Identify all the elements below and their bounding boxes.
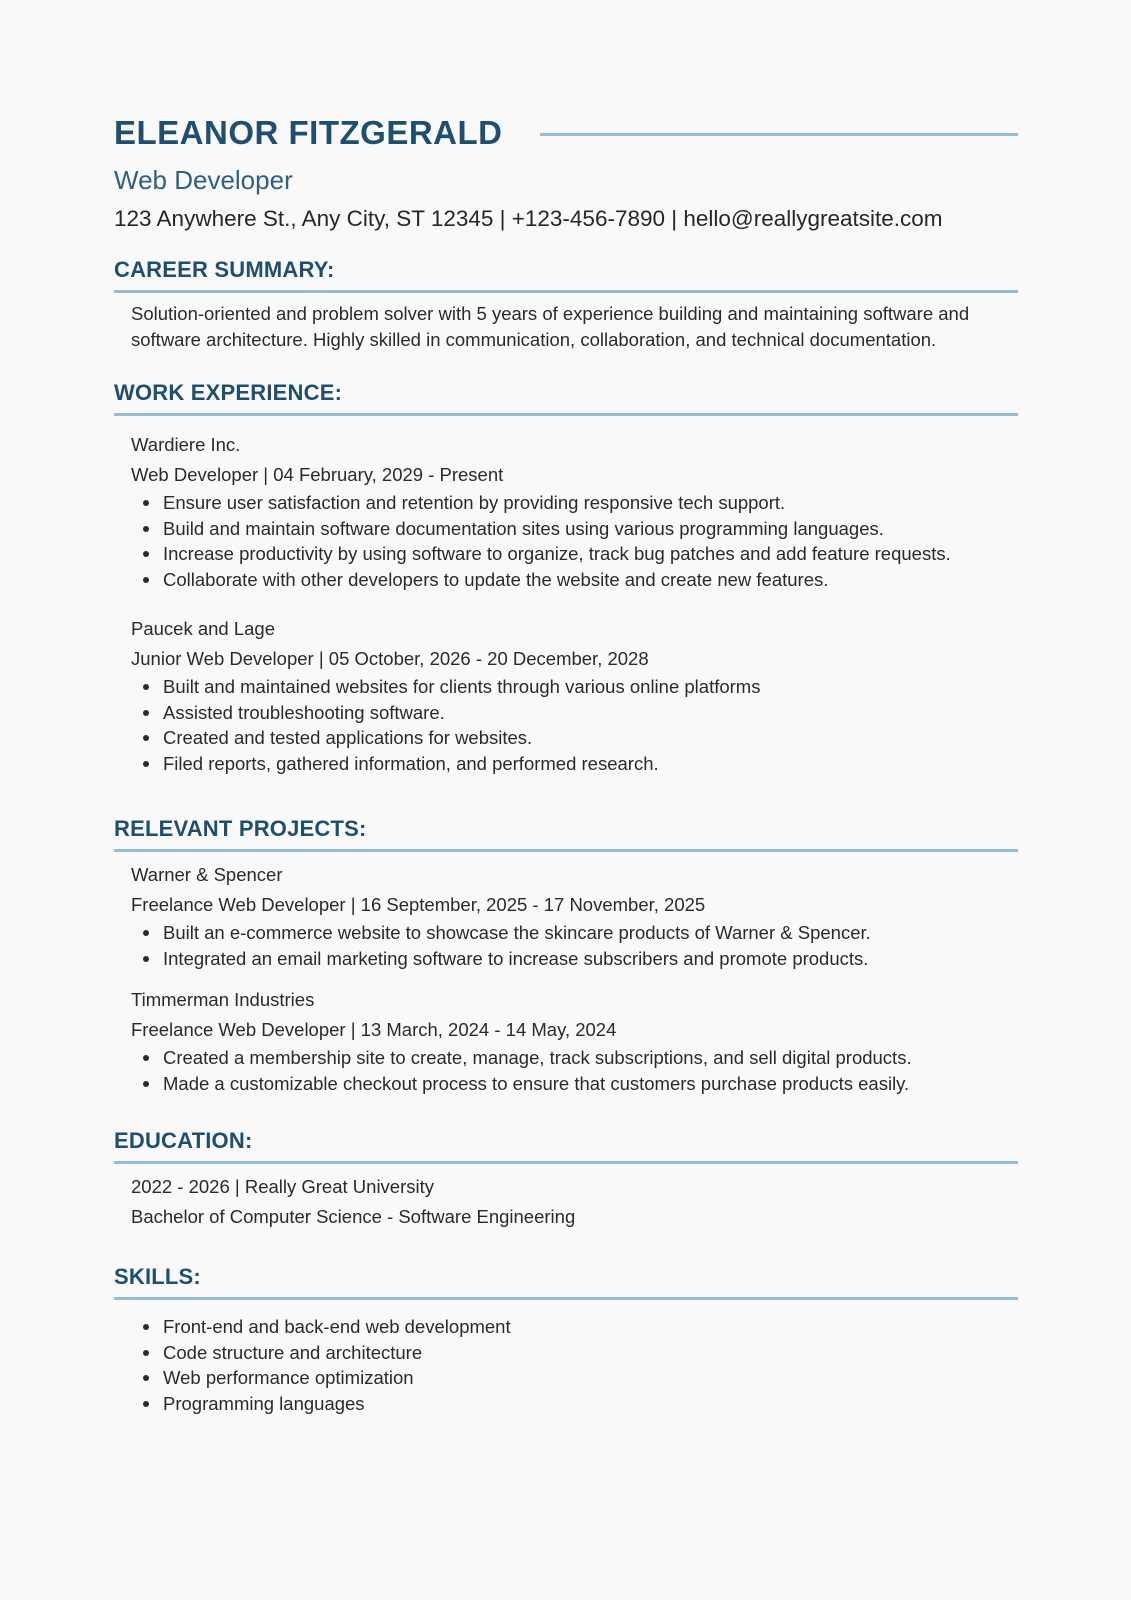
section-divider <box>114 1297 1018 1300</box>
job-entry <box>131 614 1018 776</box>
bullet-item: Collaborate with other developers to update the website and create new features. <box>163 567 1018 593</box>
skill-item: Programming languages <box>163 1391 1018 1417</box>
bullet-item: Made a customizable checkout process to ensure that customers purchase products easily. <box>163 1071 1018 1097</box>
education-section <box>114 1126 1018 1232</box>
project-bullets <box>131 920 1018 971</box>
project-role-dates: Freelance Web Developer | 13 March, 2024 - 14 May, 2024 <box>131 1019 617 1040</box>
resume-page <box>114 108 1018 1416</box>
job-role-dates: Junior Web Developer | 05 October, 2026 - 20 December, 2028 <box>131 648 649 669</box>
bullet-item: Assisted troubleshooting software. <box>163 700 1018 726</box>
bullet-item: Created a membership site to create, manage, track subscriptions, and sell digital products. <box>163 1045 1018 1071</box>
resume-header <box>114 108 1018 158</box>
candidate-title: Web Developer <box>114 165 293 195</box>
job-bullets <box>131 674 1018 776</box>
project-entry <box>131 860 1018 971</box>
project-client: Warner & Spencer <box>131 864 283 885</box>
section-divider <box>114 413 1018 416</box>
projects-section <box>114 814 1018 1096</box>
section-divider <box>114 849 1018 852</box>
education-degree: Bachelor of Computer Science - Software Engineering <box>131 1206 576 1227</box>
bullet-item: Increase productivity by using software to organize, track bug patches and add feature requests. <box>163 541 1018 567</box>
section-heading-skills: SKILLS: <box>114 1264 201 1289</box>
bullet-item: Built an e-commerce website to showcase the skincare products of Warner & Spencer. <box>163 920 1018 946</box>
bullet-item: Built and maintained websites for clients through various online platforms <box>163 674 1018 700</box>
section-divider <box>114 290 1018 293</box>
bullet-item: Integrated an email marketing software to increase subscribers and promote products. <box>163 946 1018 972</box>
bullet-item: Ensure user satisfaction and retention by providing responsive tech support. <box>163 490 1018 516</box>
section-heading-summary: CAREER SUMMARY: <box>114 257 335 282</box>
header-divider <box>540 133 1018 136</box>
job-entry <box>131 430 1018 592</box>
skill-item: Front-end and back-end web development <box>163 1314 1018 1340</box>
skills-section <box>114 1262 1018 1416</box>
job-company: Wardiere Inc. <box>131 434 241 455</box>
skills-list <box>131 1314 1018 1416</box>
project-bullets <box>131 1045 1018 1096</box>
education-dates-school: 2022 - 2026 | Really Great University <box>131 1176 435 1197</box>
summary-section <box>114 255 1018 352</box>
section-divider <box>114 1161 1018 1164</box>
project-entry <box>131 985 1018 1096</box>
contact-line: 123 Anywhere St., Any City, ST 12345 | +123-456-7890 | hello@reallygreatsite.com <box>114 206 943 231</box>
candidate-name: ELEANOR FITZGERALD <box>114 114 503 151</box>
bullet-item: Build and maintain software documentation sites using various programming languages. <box>163 516 1018 542</box>
section-heading-education: EDUCATION: <box>114 1128 253 1153</box>
section-heading-projects: RELEVANT PROJECTS: <box>114 816 367 841</box>
skill-item: Web performance optimization <box>163 1365 1018 1391</box>
summary-text: Solution-oriented and problem solver with 5 years of experience building and maintaining software and software architecture. Highly skilled in communication, collaboration, and technical documentation. <box>131 303 970 350</box>
bullet-item: Filed reports, gathered information, and performed research. <box>163 751 1018 777</box>
skill-item: Code structure and architecture <box>163 1340 1018 1366</box>
job-company: Paucek and Lage <box>131 618 276 639</box>
project-client: Timmerman Industries <box>131 989 315 1010</box>
section-heading-experience: WORK EXPERIENCE: <box>114 380 343 405</box>
job-bullets <box>131 490 1018 592</box>
bullet-item: Created and tested applications for websites. <box>163 725 1018 751</box>
experience-section <box>114 378 1018 776</box>
project-role-dates: Freelance Web Developer | 16 September, 2025 - 17 November, 2025 <box>131 894 706 915</box>
job-role-dates: Web Developer | 04 February, 2029 - Present <box>131 464 504 485</box>
